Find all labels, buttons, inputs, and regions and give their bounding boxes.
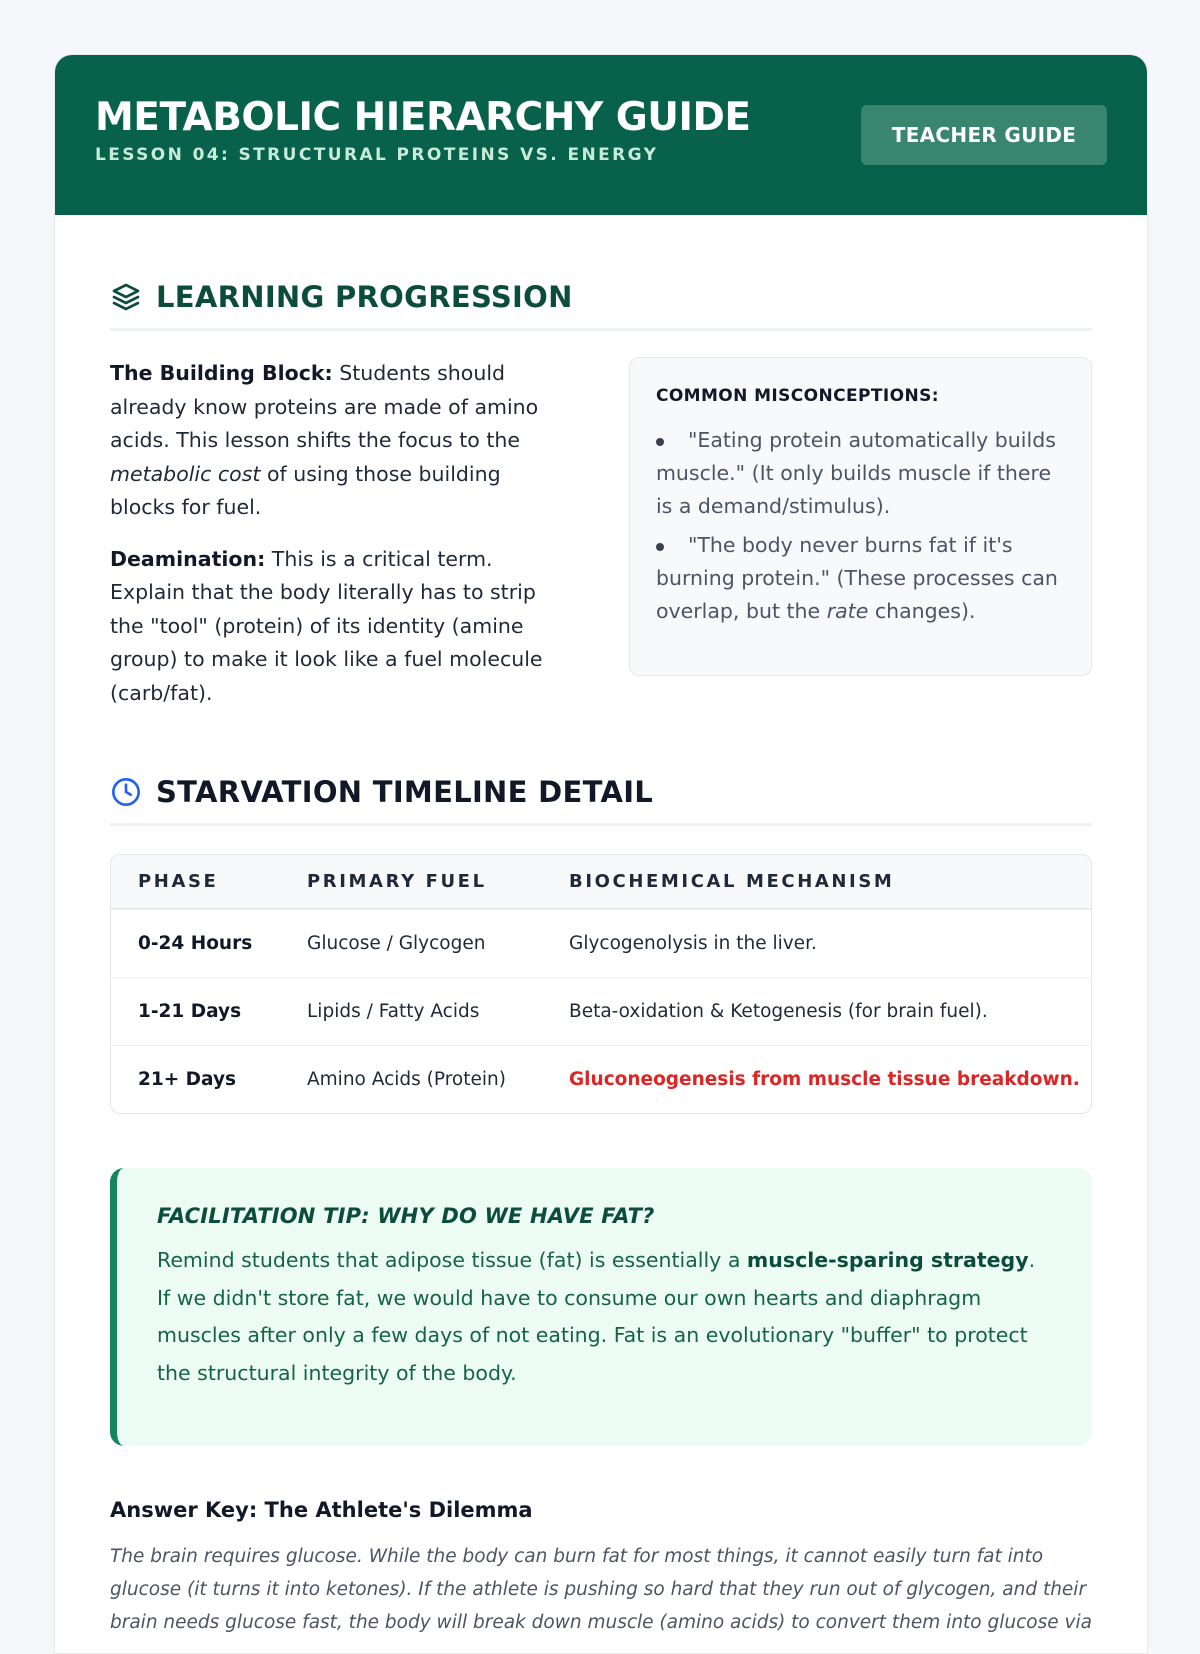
page-title: METABOLIC HIERARCHY GUIDE (95, 95, 751, 140)
misconceptions-title: COMMON MISCONCEPTIONS: (655, 386, 939, 406)
teacher-guide-badge[interactable]: TEACHER GUIDE (861, 105, 1107, 165)
answer-key-title: Answer Key: The Athlete's Dilemma (110, 1498, 533, 1522)
building-block-text-b: of using those building blocks for fuel. (110, 461, 501, 519)
fuel-cell: Glucose / Glycogen (307, 933, 486, 954)
header-banner (55, 55, 1147, 215)
mechanism-cell-alert: Gluconeogenesis from muscle tissue breakdown. (569, 1069, 1080, 1090)
table-row (111, 977, 1091, 1045)
main-content (55, 265, 1147, 1639)
building-block-text-a: Students should already know proteins are made of amino acids. This lesson shifts the focus to the (110, 361, 539, 452)
mechanism-cell: Glycogenolysis in the liver. (569, 933, 817, 954)
clock-icon (110, 775, 144, 809)
deamination-text: This is a critical term. Explain that the body literally has to strip the "tool" (protein) of its identity (amine group) to make it look like a fuel molecule (carb/fat). (110, 546, 543, 705)
tip-text-a: Remind students that adipose tissue (fat) is essentially a (157, 1248, 747, 1272)
misconceptions-box (629, 357, 1092, 676)
lesson-subtitle: LESSON 04: STRUCTURAL PROTEINS VS. ENERGY (95, 145, 659, 165)
building-block-label: The Building Block: (110, 361, 333, 385)
section-title: STARVATION TIMELINE DETAIL (156, 774, 654, 809)
column-header-fuel: PRIMARY FUEL (307, 871, 487, 892)
misconceptions-list (656, 424, 1065, 628)
phase-cell: 21+ Days (138, 1069, 237, 1090)
layers-icon (110, 280, 144, 314)
timeline-heading (110, 760, 1092, 826)
column-header-phase: PHASE (138, 871, 219, 892)
list-item: "Eating protein automatically builds muscle." (It only builds muscle if there is a demand/stimulus). (656, 424, 1065, 523)
deamination-paragraph (110, 543, 569, 711)
table-row (111, 1045, 1091, 1113)
phase-cell: 1-21 Days (138, 1001, 242, 1022)
facilitation-tip-box (110, 1168, 1092, 1446)
table-row (111, 909, 1091, 977)
building-block-paragraph (110, 357, 569, 525)
tip-body (157, 1242, 1052, 1392)
list-item (656, 529, 1065, 628)
misconception-text-b: changes). (868, 599, 976, 623)
phase-cell: 0-24 Hours (138, 933, 253, 954)
mechanism-cell: Beta-oxidation & Ketogenesis (for brain fuel). (569, 1001, 988, 1022)
fuel-cell: Amino Acids (Protein) (307, 1069, 506, 1090)
progression-text (110, 357, 569, 728)
tip-title: FACILITATION TIP: WHY DO WE HAVE FAT? (157, 1204, 655, 1228)
deamination-label: Deamination: (110, 546, 266, 571)
misconception-text-a: "The body never burns fat if it's burning protein." (These processes can overlap, but the (655, 533, 1058, 623)
guide-card (54, 54, 1148, 1654)
table-header-row (111, 855, 1091, 909)
rate-emphasis: rate (826, 599, 869, 623)
metabolic-cost-emphasis: metabolic cost (110, 461, 261, 486)
tip-strong: muscle-sparing strategy (746, 1248, 1029, 1272)
timeline-table (110, 854, 1092, 1114)
column-header-mechanism: BIOCHEMICAL MECHANISM (569, 871, 895, 892)
answer-key-text: The brain requires glucose. While the body can burn fat for most things, it cannot easily turn fat into glucose (it turns it into ketones). If the athlete is pushing so hard that they run out of glycogen, and their brain needs glucose fast, the body will break down muscle (amino acids) to convert them into glucose via (110, 1546, 1092, 1633)
progression-body (110, 357, 1092, 728)
fuel-cell: Lipids / Fatty Acids (307, 1001, 480, 1022)
section-title: LEARNING PROGRESSION (156, 279, 573, 314)
progression-heading (110, 265, 1092, 331)
tip-text-b: . If we didn't store fat, we would have to consume our own hearts and diaphragm muscles after only a few days of not eating. Fat is an evolutionary "buffer" to protect the structural integrity of the body. (157, 1248, 1036, 1385)
